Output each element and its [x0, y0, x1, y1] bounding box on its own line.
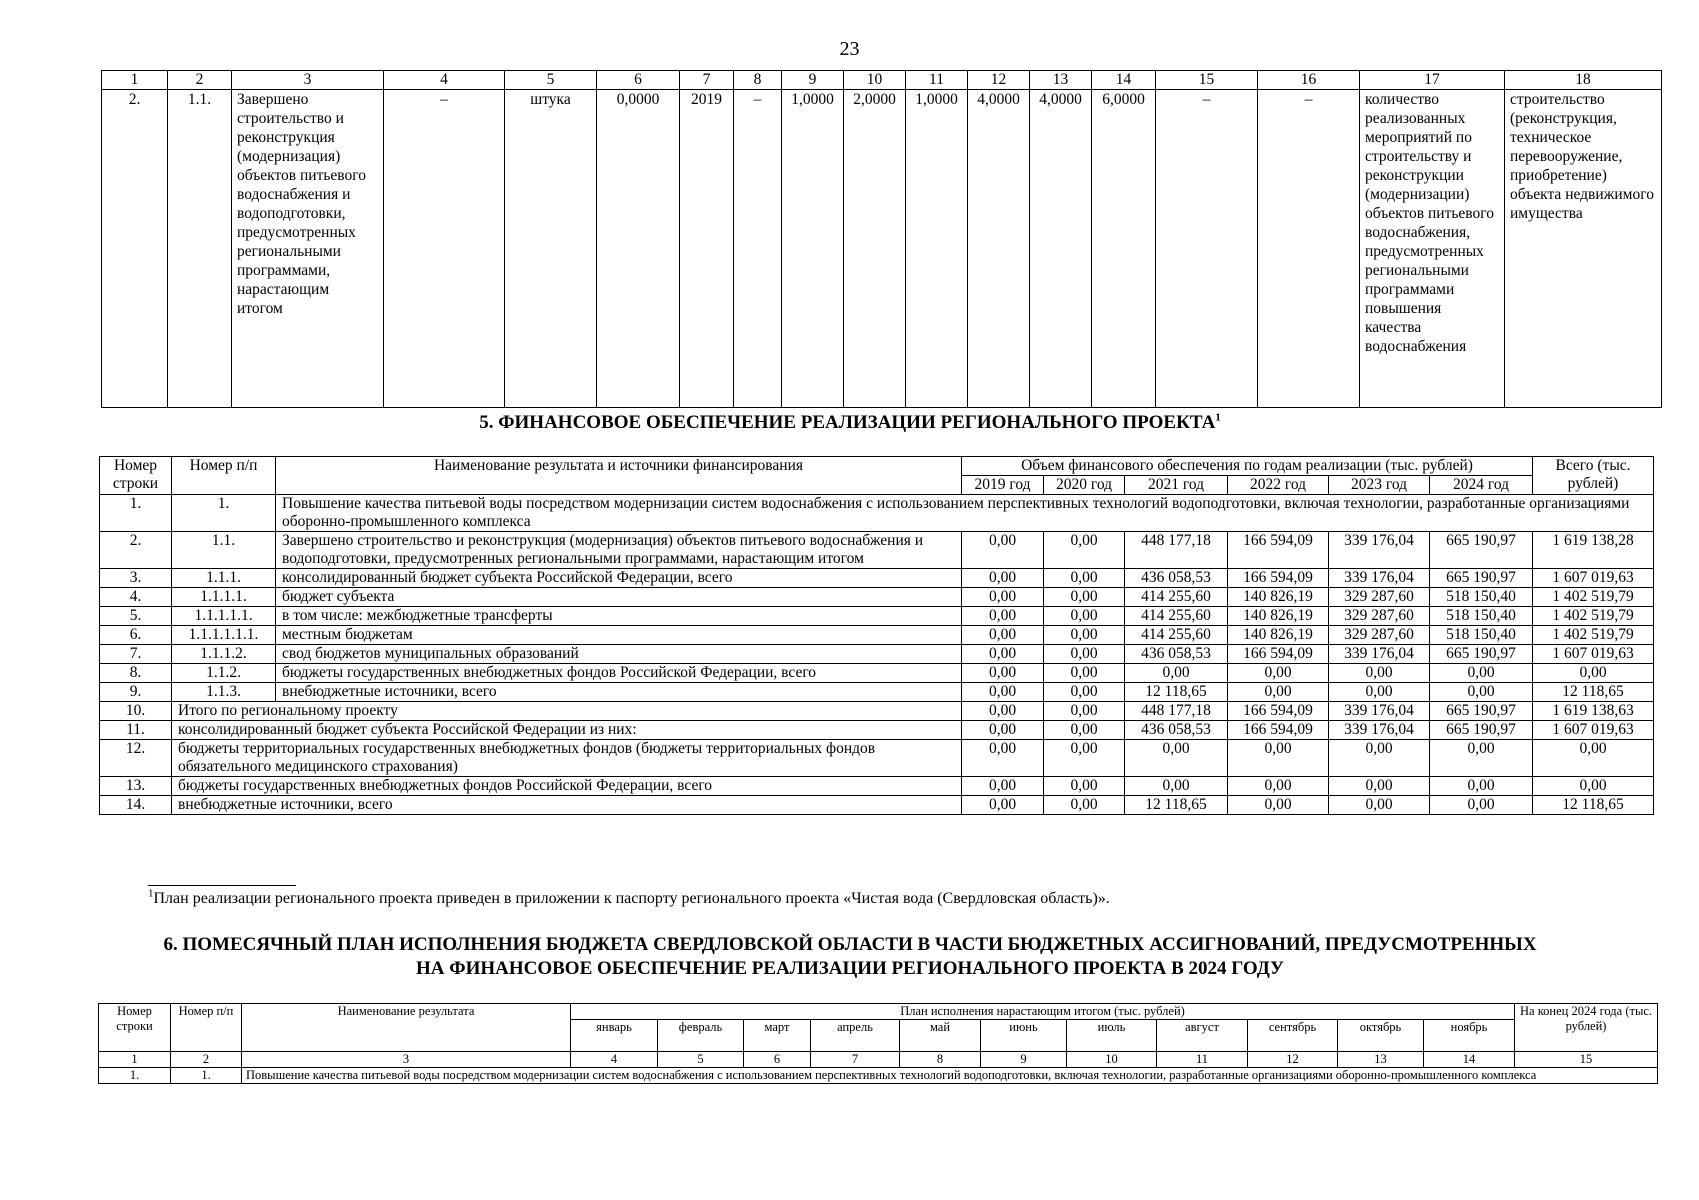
source-name: местным бюджетам [276, 626, 962, 645]
row-number: 12. [100, 740, 172, 777]
amount-cell: 0,00 [1329, 664, 1430, 683]
item-number: 1.1.1.1. [172, 588, 276, 607]
header-month: апрель [811, 1020, 900, 1052]
header-month: июнь [981, 1020, 1067, 1052]
amount-cell: 329 287,60 [1329, 607, 1430, 626]
header-volume: Объем финансового обеспечения по годам реализации (тыс. рублей) [962, 457, 1533, 476]
source-name: консолидированный бюджет субъекта Российской Федерации, всего [276, 569, 962, 588]
amount-cell: 1 607 019,63 [1533, 569, 1654, 588]
table-row [102, 90, 1662, 408]
amount-cell: 0,00 [1228, 777, 1329, 796]
section-5-title-text: 5. ФИНАНСОВОЕ ОБЕСПЕЧЕНИЕ РЕАЛИЗАЦИИ РЕГИОНАЛЬНОГО ПРОЕКТА [479, 412, 1216, 433]
finance-table [99, 456, 1654, 815]
table-row [100, 569, 1654, 588]
amount-cell: 166 594,09 [1228, 645, 1329, 664]
total-name: бюджеты территориальных государственных внебюджетных фондов (бюджеты территориальных фондов обязательного медицинского страхования) [172, 740, 962, 777]
amount-cell: 665 190,97 [1430, 721, 1533, 740]
amount-cell: 0,00 [1533, 740, 1654, 777]
header-cell: 13 [1030, 71, 1092, 90]
amount-cell: 0,00 [962, 740, 1044, 777]
table-row [99, 1068, 1658, 1084]
header-year: 2022 год [1228, 476, 1329, 495]
amount-cell: 0,00 [1329, 683, 1430, 702]
column-number: 7 [811, 1052, 900, 1068]
value-cell: 1,0000 [782, 90, 844, 408]
item-number: 1.1.1. [172, 569, 276, 588]
header-month: март [744, 1020, 811, 1052]
amount-cell: 0,00 [962, 607, 1044, 626]
footnote-divider [148, 885, 296, 886]
header-cell: 16 [1258, 71, 1360, 90]
row-number: 4. [100, 588, 172, 607]
amount-cell: 1 402 519,79 [1533, 607, 1654, 626]
amount-cell: 0,00 [962, 626, 1044, 645]
column-number: 9 [981, 1052, 1067, 1068]
amount-cell: 665 190,97 [1430, 569, 1533, 588]
header-year: 2020 год [1044, 476, 1125, 495]
amount-cell: 0,00 [1430, 777, 1533, 796]
row-number: 10. [100, 702, 172, 721]
value-cell: 1,0000 [906, 90, 968, 408]
header-item-number: Номер п/п [172, 457, 276, 495]
amount-cell: 0,00 [1228, 683, 1329, 702]
row-number: 2. [100, 532, 172, 569]
column-number: 3 [242, 1052, 571, 1068]
amount-cell: 140 826,19 [1228, 588, 1329, 607]
column-number: 15 [1515, 1052, 1658, 1068]
row-number: 1. [99, 1068, 171, 1084]
amount-cell: 665 190,97 [1430, 532, 1533, 569]
table-row [100, 607, 1654, 626]
section-5-title [100, 412, 1600, 434]
section-6-title-line2: НА ФИНАНСОВОЕ ОБЕСПЕЧЕНИЕ РЕАЛИЗАЦИИ РЕГИОНАЛЬНОГО ПРОЕКТА В 2024 ГОДУ [416, 958, 1284, 979]
amount-cell: 0,00 [1430, 683, 1533, 702]
amount-cell: 0,00 [1044, 626, 1125, 645]
amount-cell: 1 619 138,63 [1533, 702, 1654, 721]
item-number: 1.1.1.1.1. [172, 607, 276, 626]
object-type: строительство (реконструкция, техническое перевооружение, приобретение) объекта недвижимого имущества [1505, 90, 1662, 408]
header-end-of-year: На конец 2024 года (тыс. рублей) [1515, 1004, 1658, 1052]
table-row [100, 588, 1654, 607]
header-month: сентябрь [1248, 1020, 1338, 1052]
amount-cell: 0,00 [1044, 532, 1125, 569]
header-cell: 10 [844, 71, 906, 90]
amount-cell: 0,00 [962, 777, 1044, 796]
amount-cell: 665 190,97 [1430, 645, 1533, 664]
header-plan: План исполнения нарастающим итогом (тыс. рублей) [571, 1004, 1515, 1020]
row-number: 9. [100, 683, 172, 702]
value-cell: 4,0000 [1030, 90, 1092, 408]
amount-cell: 0,00 [1044, 702, 1125, 721]
column-number: 2 [171, 1052, 242, 1068]
amount-cell: 140 826,19 [1228, 626, 1329, 645]
column-number: 5 [658, 1052, 744, 1068]
amount-cell: 0,00 [1044, 569, 1125, 588]
finance-rows [100, 532, 1654, 702]
amount-cell: 0,00 [1125, 777, 1228, 796]
amount-cell: 1 402 519,79 [1533, 626, 1654, 645]
item-number: 1. [171, 1068, 242, 1084]
header-cell: 7 [680, 71, 734, 90]
source-name: Завершено строительство и реконструкция (модернизация) объектов питьевого водоснабжения и водоподготовки, предусмотренных региональными программами, нарастающим итогом [276, 532, 962, 569]
amount-cell: 0,00 [1044, 607, 1125, 626]
total-name: консолидированный бюджет субъекта Российской Федерации из них: [172, 721, 962, 740]
amount-cell: 0,00 [1125, 664, 1228, 683]
header-month: июль [1067, 1020, 1157, 1052]
amount-cell: 339 176,04 [1329, 721, 1430, 740]
column-number: 4 [571, 1052, 658, 1068]
table-row [100, 495, 1654, 532]
page-number: 23 [839, 38, 860, 60]
item-number: 1.1.3. [172, 683, 276, 702]
column-number: 11 [1157, 1052, 1248, 1068]
amount-cell: 0,00 [1228, 796, 1329, 815]
header-month: январь [571, 1020, 658, 1052]
item-number: 1. [172, 495, 276, 532]
column-number: 14 [1424, 1052, 1515, 1068]
amount-cell: 0,00 [1044, 683, 1125, 702]
row-number: 2. [102, 90, 168, 408]
header-cell: 11 [906, 71, 968, 90]
footnote-mark: 1 [1215, 411, 1221, 424]
header-name: Наименование результата [242, 1004, 571, 1052]
unit: штука [505, 90, 597, 408]
header-cell: 2 [168, 71, 232, 90]
amount-cell: 0,00 [962, 664, 1044, 683]
source-name: бюджет субъекта [276, 588, 962, 607]
table-header-row [99, 1004, 1658, 1020]
header-row-number: Номер строки [100, 457, 172, 495]
row-number: 1. [100, 495, 172, 532]
characteristic: количество реализованных мероприятий по строительству и реконструкции (модернизации) объектов питьевого водоснабжения, предусмотренных региональными программами повышения качества водоснабжения [1360, 90, 1505, 408]
item-number: 1.1.2. [172, 664, 276, 683]
row-number: 14. [100, 796, 172, 815]
amount-cell: 518 150,40 [1430, 607, 1533, 626]
amount-cell: 0,00 [1533, 777, 1654, 796]
row-number: 6. [100, 626, 172, 645]
table-row [100, 626, 1654, 645]
amount-cell: 339 176,04 [1329, 645, 1430, 664]
amount-cell: 518 150,40 [1430, 626, 1533, 645]
header-cell: 8 [734, 71, 782, 90]
amount-cell: 12 118,65 [1125, 796, 1228, 815]
cell: – [734, 90, 782, 408]
amount-cell: 414 255,60 [1125, 626, 1228, 645]
amount-cell: 0,00 [1228, 664, 1329, 683]
amount-cell: 448 177,18 [1125, 532, 1228, 569]
amount-cell: 12 118,65 [1125, 683, 1228, 702]
amount-cell: 166 594,09 [1228, 721, 1329, 740]
amount-cell: 0,00 [1430, 740, 1533, 777]
header-year: 2024 год [1430, 476, 1533, 495]
header-item-number: Номер п/п [171, 1004, 242, 1052]
total-row [100, 796, 1654, 815]
amount-cell: 436 058,53 [1125, 645, 1228, 664]
row-number: 5. [100, 607, 172, 626]
total-row [100, 702, 1654, 721]
amount-cell: 1 619 138,28 [1533, 532, 1654, 569]
header-cell: 17 [1360, 71, 1505, 90]
header-cell: 15 [1156, 71, 1258, 90]
amount-cell: 0,00 [1044, 645, 1125, 664]
header-cell: 12 [968, 71, 1030, 90]
amount-cell: 339 176,04 [1329, 532, 1430, 569]
amount-cell: 0,00 [962, 645, 1044, 664]
header-year: 2021 год [1125, 476, 1228, 495]
header-cell: 14 [1092, 71, 1156, 90]
value-cell: 6,0000 [1092, 90, 1156, 408]
amount-cell: 0,00 [962, 588, 1044, 607]
row-number: 13. [100, 777, 172, 796]
amount-cell: 329 287,60 [1329, 588, 1430, 607]
header-month: октябрь [1338, 1020, 1424, 1052]
amount-cell: 166 594,09 [1228, 702, 1329, 721]
amount-cell: 166 594,09 [1228, 569, 1329, 588]
amount-cell: 0,00 [962, 702, 1044, 721]
amount-cell: 166 594,09 [1228, 532, 1329, 569]
header-cell: 5 [505, 71, 597, 90]
header-month: май [900, 1020, 981, 1052]
amount-cell: 0,00 [962, 683, 1044, 702]
table-header-row [100, 457, 1654, 476]
header-total: Всего (тыс. рублей) [1533, 457, 1654, 495]
amount-cell: 436 058,53 [1125, 569, 1228, 588]
total-row [100, 777, 1654, 796]
row-number: 8. [100, 664, 172, 683]
value-cell: 2,0000 [844, 90, 906, 408]
row-number: 11. [100, 721, 172, 740]
header-cell: 6 [597, 71, 680, 90]
header-month: февраль [658, 1020, 744, 1052]
column-number: 6 [744, 1052, 811, 1068]
item-number: 1.1. [168, 90, 232, 408]
amount-cell: 329 287,60 [1329, 626, 1430, 645]
base-year: 2019 [680, 90, 734, 408]
source-name: свод бюджетов муниципальных образований [276, 645, 962, 664]
header-cell: 3 [232, 71, 384, 90]
finance-totals [100, 702, 1654, 815]
amount-cell: 1 607 019,63 [1533, 721, 1654, 740]
table-row [100, 664, 1654, 683]
header-year: 2023 год [1329, 476, 1430, 495]
amount-cell: 0,00 [1533, 664, 1654, 683]
amount-cell: 0,00 [1430, 664, 1533, 683]
amount-cell: 0,00 [1044, 796, 1125, 815]
amount-cell: 0,00 [1329, 796, 1430, 815]
amount-cell: 1 402 519,79 [1533, 588, 1654, 607]
column-number: 1 [99, 1052, 171, 1068]
footnote-mark: 1 [148, 887, 154, 900]
result-table [101, 70, 1662, 408]
footnote-text: План реализации регионального проекта приведен в приложении к паспорту регионального проекта «Чистая вода (Свердловская область)». [153, 890, 1110, 907]
amount-cell: 1 607 019,63 [1533, 645, 1654, 664]
amount-cell: 0,00 [1044, 777, 1125, 796]
total-row [100, 721, 1654, 740]
amount-cell: 414 255,60 [1125, 607, 1228, 626]
total-name: Итого по региональному проекту [172, 702, 962, 721]
amount-cell: 0,00 [962, 721, 1044, 740]
amount-cell: 339 176,04 [1329, 702, 1430, 721]
total-row [100, 740, 1654, 777]
amount-cell: 0,00 [1329, 777, 1430, 796]
header-cell: 4 [384, 71, 505, 90]
amount-cell: 518 150,40 [1430, 588, 1533, 607]
amount-cell: 339 176,04 [1329, 569, 1430, 588]
header-month: ноябрь [1424, 1020, 1515, 1052]
row-number: 7. [100, 645, 172, 664]
amount-cell: 414 255,60 [1125, 588, 1228, 607]
amount-cell: 0,00 [962, 569, 1044, 588]
item-number: 1.1.1.2. [172, 645, 276, 664]
header-month: август [1157, 1020, 1248, 1052]
column-number: 13 [1338, 1052, 1424, 1068]
column-number-row [99, 1052, 1658, 1068]
total-name: бюджеты государственных внебюджетных фондов Российской Федерации, всего [172, 777, 962, 796]
cell: – [1258, 90, 1360, 408]
amount-cell: 0,00 [1125, 740, 1228, 777]
header-cell: 1 [102, 71, 168, 90]
section-6-title [100, 933, 1600, 981]
result-name: Повышение качества питьевой воды посредством модернизации систем водоснабжения с использованием перспективных технологий водоподготовки, включая технологии, разработанные организациями оборонно-промышленного комплекса [242, 1068, 1658, 1084]
value-cell: 4,0000 [968, 90, 1030, 408]
row-number: 3. [100, 569, 172, 588]
amount-cell: 140 826,19 [1228, 607, 1329, 626]
source-name: бюджеты государственных внебюджетных фондов Российской Федерации, всего [276, 664, 962, 683]
amount-cell: 12 118,65 [1533, 796, 1654, 815]
amount-cell: 665 190,97 [1430, 702, 1533, 721]
monthly-plan-table [98, 1003, 1658, 1084]
header-name: Наименование результата и источники финансирования [276, 457, 962, 495]
amount-cell: 448 177,18 [1125, 702, 1228, 721]
amount-cell: 0,00 [1228, 740, 1329, 777]
cell: – [384, 90, 505, 408]
amount-cell: 0,00 [962, 532, 1044, 569]
footnote [148, 887, 1110, 908]
amount-cell: 436 058,53 [1125, 721, 1228, 740]
amount-cell: 12 118,65 [1533, 683, 1654, 702]
amount-cell: 0,00 [1044, 721, 1125, 740]
header-cell: 18 [1505, 71, 1662, 90]
amount-cell: 0,00 [1430, 796, 1533, 815]
result-name: Завершено строительство и реконструкция (модернизация) объектов питьевого водоснабжения и водоподготовки, предусмотренных региональными программами, нарастающим итогом [232, 90, 384, 408]
source-name: внебюджетные источники, всего [276, 683, 962, 702]
table-row [100, 645, 1654, 664]
column-number: 10 [1067, 1052, 1157, 1068]
amount-cell: 0,00 [1044, 664, 1125, 683]
column-number: 12 [1248, 1052, 1338, 1068]
column-number: 8 [900, 1052, 981, 1068]
table-row [100, 683, 1654, 702]
base-value: 0,0000 [597, 90, 680, 408]
item-number: 1.1. [172, 532, 276, 569]
section-6-title-line1: 6. ПОМЕСЯЧНЫЙ ПЛАН ИСПОЛНЕНИЯ БЮДЖЕТА СВЕРДЛОВСКОЙ ОБЛАСТИ В ЧАСТИ БЮДЖЕТНЫХ АССИГНОВАНИЙ, ПРЕДУСМОТРЕННЫХ [163, 934, 1537, 955]
amount-cell: 0,00 [1044, 588, 1125, 607]
table-header-row [102, 71, 1662, 90]
header-cell: 9 [782, 71, 844, 90]
result-name: Повышение качества питьевой воды посредством модернизации систем водоснабжения с использованием перспективных технологий водоподготовки, включая технологии, разработанные организациями оборонно-промышленного комплекса [276, 495, 1654, 532]
header-row-number: Номер строки [99, 1004, 171, 1052]
total-name: внебюджетные источники, всего [172, 796, 962, 815]
amount-cell: 0,00 [1329, 740, 1430, 777]
item-number: 1.1.1.1.1.1. [172, 626, 276, 645]
table-row [100, 532, 1654, 569]
amount-cell: 0,00 [962, 796, 1044, 815]
cell: – [1156, 90, 1258, 408]
header-year: 2019 год [962, 476, 1044, 495]
amount-cell: 0,00 [1044, 740, 1125, 777]
source-name: в том числе: межбюджетные трансферты [276, 607, 962, 626]
